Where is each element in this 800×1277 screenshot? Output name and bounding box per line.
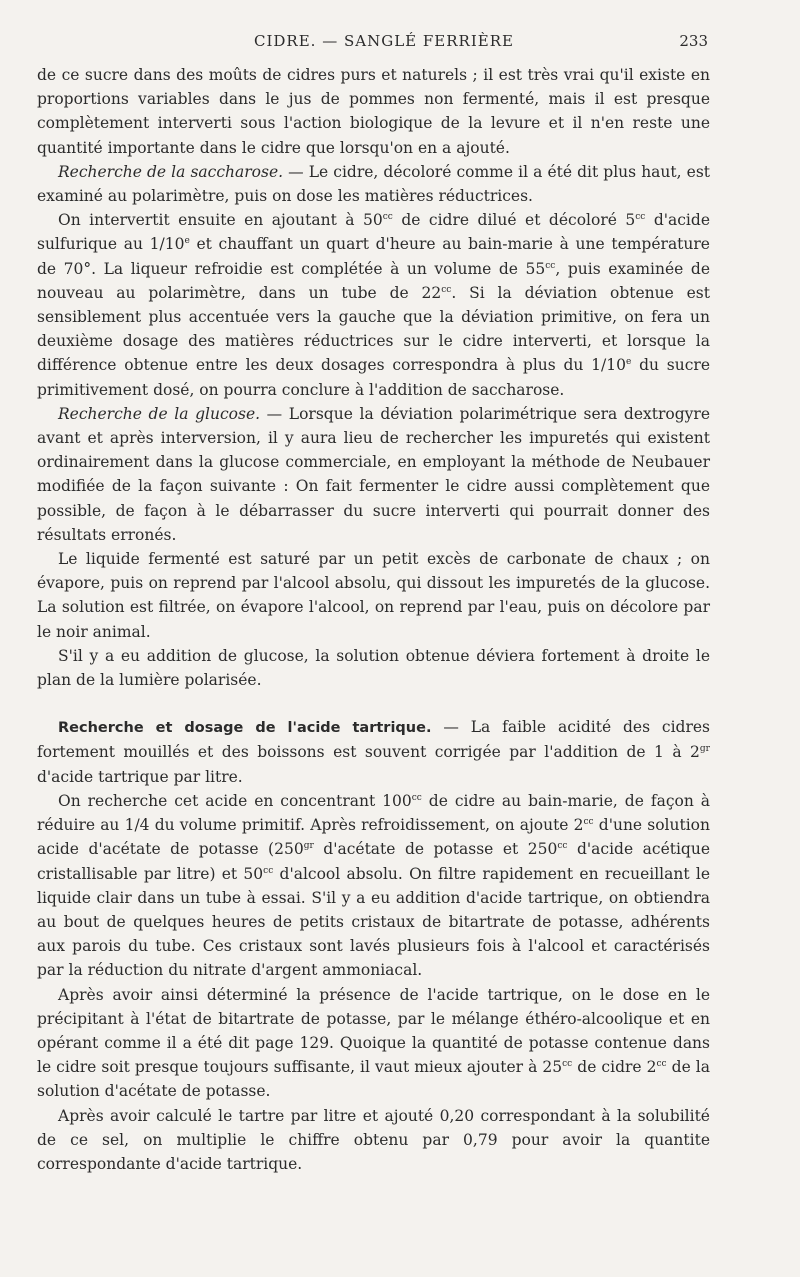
text-run: d'une solution acide d'acétate de potasse (250: [37, 816, 710, 859]
running-header: [0, 32, 800, 54]
text-run: — Lorsque la déviation polarimétrique sera dextrogyre avant et après interversion, il y aura lieu de rechercher les impuretés qui existent ordinairement dans la glucose commerciale, en employant la méthode de Neubauer modifiée de la façon suivante : On fait fermenter le cidre aussi complètement que possible, de façon à le débarrasser du sucre interverti qui pourrait donner des résultats erronés.: [37, 404, 710, 544]
text-run: Après avoir calculé le tartre par litre et ajouté 0,20 correspondant à la solubilité de ce sel, on multiplie le chiffre obtenu par 0,79 pour avoir la quantite correspondante d'acide tartrique.: [37, 1106, 710, 1173]
paragraph: [37, 547, 710, 644]
paragraph: [37, 208, 710, 402]
paragraph: [37, 160, 710, 208]
text-run: de cidre au bain-marie, de façon à réduire au 1/4 du volume primitif. Après refroidissement, on ajoute 2: [37, 791, 710, 835]
superscript: cc: [411, 792, 422, 803]
superscript: cc: [557, 841, 568, 852]
text-run: On recherche cet acide en concentrant 100: [58, 791, 412, 810]
section-title: Recherche de la glucose.: [58, 404, 261, 423]
text-run: de cidre dilué et décoloré 5: [392, 211, 636, 230]
superscript: cc: [656, 1059, 667, 1070]
text-run: S'il y a eu addition de glucose, la solution obtenue déviera fortement à droite le plan de la lumière polarisée.: [37, 646, 710, 690]
body-text: [37, 63, 710, 1176]
superscript: gr: [303, 841, 314, 852]
section-title: Recherche de la saccharose.: [58, 162, 284, 181]
text-run: d'acide acétique cristallisable par litre) et 50: [37, 840, 711, 883]
paragraph: [37, 1104, 710, 1177]
superscript: cc: [635, 212, 646, 223]
text-run: Le liquide fermenté est saturé par un petit excès de carbonate de chaux ; on évapore, puis on reprend par l'alcool absolu, qui dissout les impuretés de la glucose. La solution est filtrée, on évapore l'alcool, on reprend par l'eau, puis on décolore par le noir animal.: [37, 550, 710, 641]
text-run: de cidre 2: [572, 1058, 657, 1077]
text-run: d'acétate de potasse et 250: [313, 840, 558, 859]
text-run: , puis examinée de nouveau au polarimètre, dans un tube de 22: [37, 259, 710, 302]
superscript: e: [184, 236, 190, 247]
paragraph: [37, 715, 710, 789]
running-title: CIDRE. — SANGLÉ FERRIÈRE: [254, 32, 514, 50]
superscript: cc: [441, 284, 452, 295]
paragraph: [37, 983, 710, 1104]
page-number: 233: [679, 32, 708, 50]
text-run: d'acide sulfurique au 1/10: [37, 211, 710, 254]
text-run: du sucre primitivement dosé, on pourra conclure à l'addition de saccharose.: [37, 356, 710, 399]
superscript: cc: [562, 1059, 573, 1070]
superscript: cc: [382, 212, 393, 223]
text-run: de ce sucre dans des moûts de cidres purs et naturels ; il est très vrai qu'il existe en proportions variables dans le jus de pommes non fermenté, mais il est presque complètement interverti sous l'action biologique de la levure et il n'en reste une quantité importante dans le cidre que lorsqu'on en a ajouté.: [37, 66, 710, 157]
text-run: — La faible acidité des cidres fortement mouillés et des boissons est souvent corrigée par l'addition de 1 à 2: [37, 718, 710, 762]
superscript: cc: [583, 817, 594, 828]
text-run: d'alcool absolu. On filtre rapidement en recueillant le liquide clair dans un tube à essai. S'il y a eu addition d'acide tartrique, on obtiendra au bout de quelques heures de petits cristaux de bitartrate de potasse, adhérents aux parois du tube. Ces cristaux sont lavés plusieurs fois à l'alcool et caractérisés par la réduction du nitrate d'argent ammoniacal.: [37, 864, 710, 980]
text-run: — Le cidre, décoloré comme il a été dit plus haut, est examiné au polarimètre, puis on dose les matières réductrices.: [37, 162, 711, 206]
text-run: On intervertit ensuite en ajoutant à 50: [58, 211, 383, 230]
text-run: . Si la déviation obtenue est sensiblement plus accentuée vers la gauche que la déviation primitive, on fera un deuxième dosage des matières réductrices sur le cidre interverti, et lorsque la différence obtenue entre les deux dosages correspondra à plus du 1/10: [37, 283, 710, 375]
text-run: et chauffant un quart d'heure au bain-marie à une température de 70°. La liqueur refroidie est complétée à un volume de 55: [37, 235, 710, 278]
paragraph: [37, 644, 710, 692]
paragraph: [37, 402, 710, 547]
paragraph: [37, 63, 710, 160]
section-heading: Recherche et dosage de l'acide tartrique.: [58, 720, 432, 737]
text-run: de la solution d'acétate de potasse.: [37, 1058, 710, 1101]
superscript: e: [626, 357, 632, 368]
text-run: d'acide tartrique par litre.: [37, 767, 243, 786]
paragraph: [37, 789, 710, 983]
superscript: cc: [263, 865, 274, 876]
superscript: gr: [699, 744, 710, 755]
text-run: Après avoir ainsi déterminé la présence de l'acide tartrique, on le dose en le précipitant à l'état de bitartrate de potasse, par le mélange éthéro-alcoolique et en opérant comme il a été dit page 129. Quoique la quantité de potasse contenue dans le cidre soit presque toujours suffisante, il vaut mieux ajouter à 25: [37, 985, 710, 1077]
superscript: cc: [545, 260, 556, 271]
